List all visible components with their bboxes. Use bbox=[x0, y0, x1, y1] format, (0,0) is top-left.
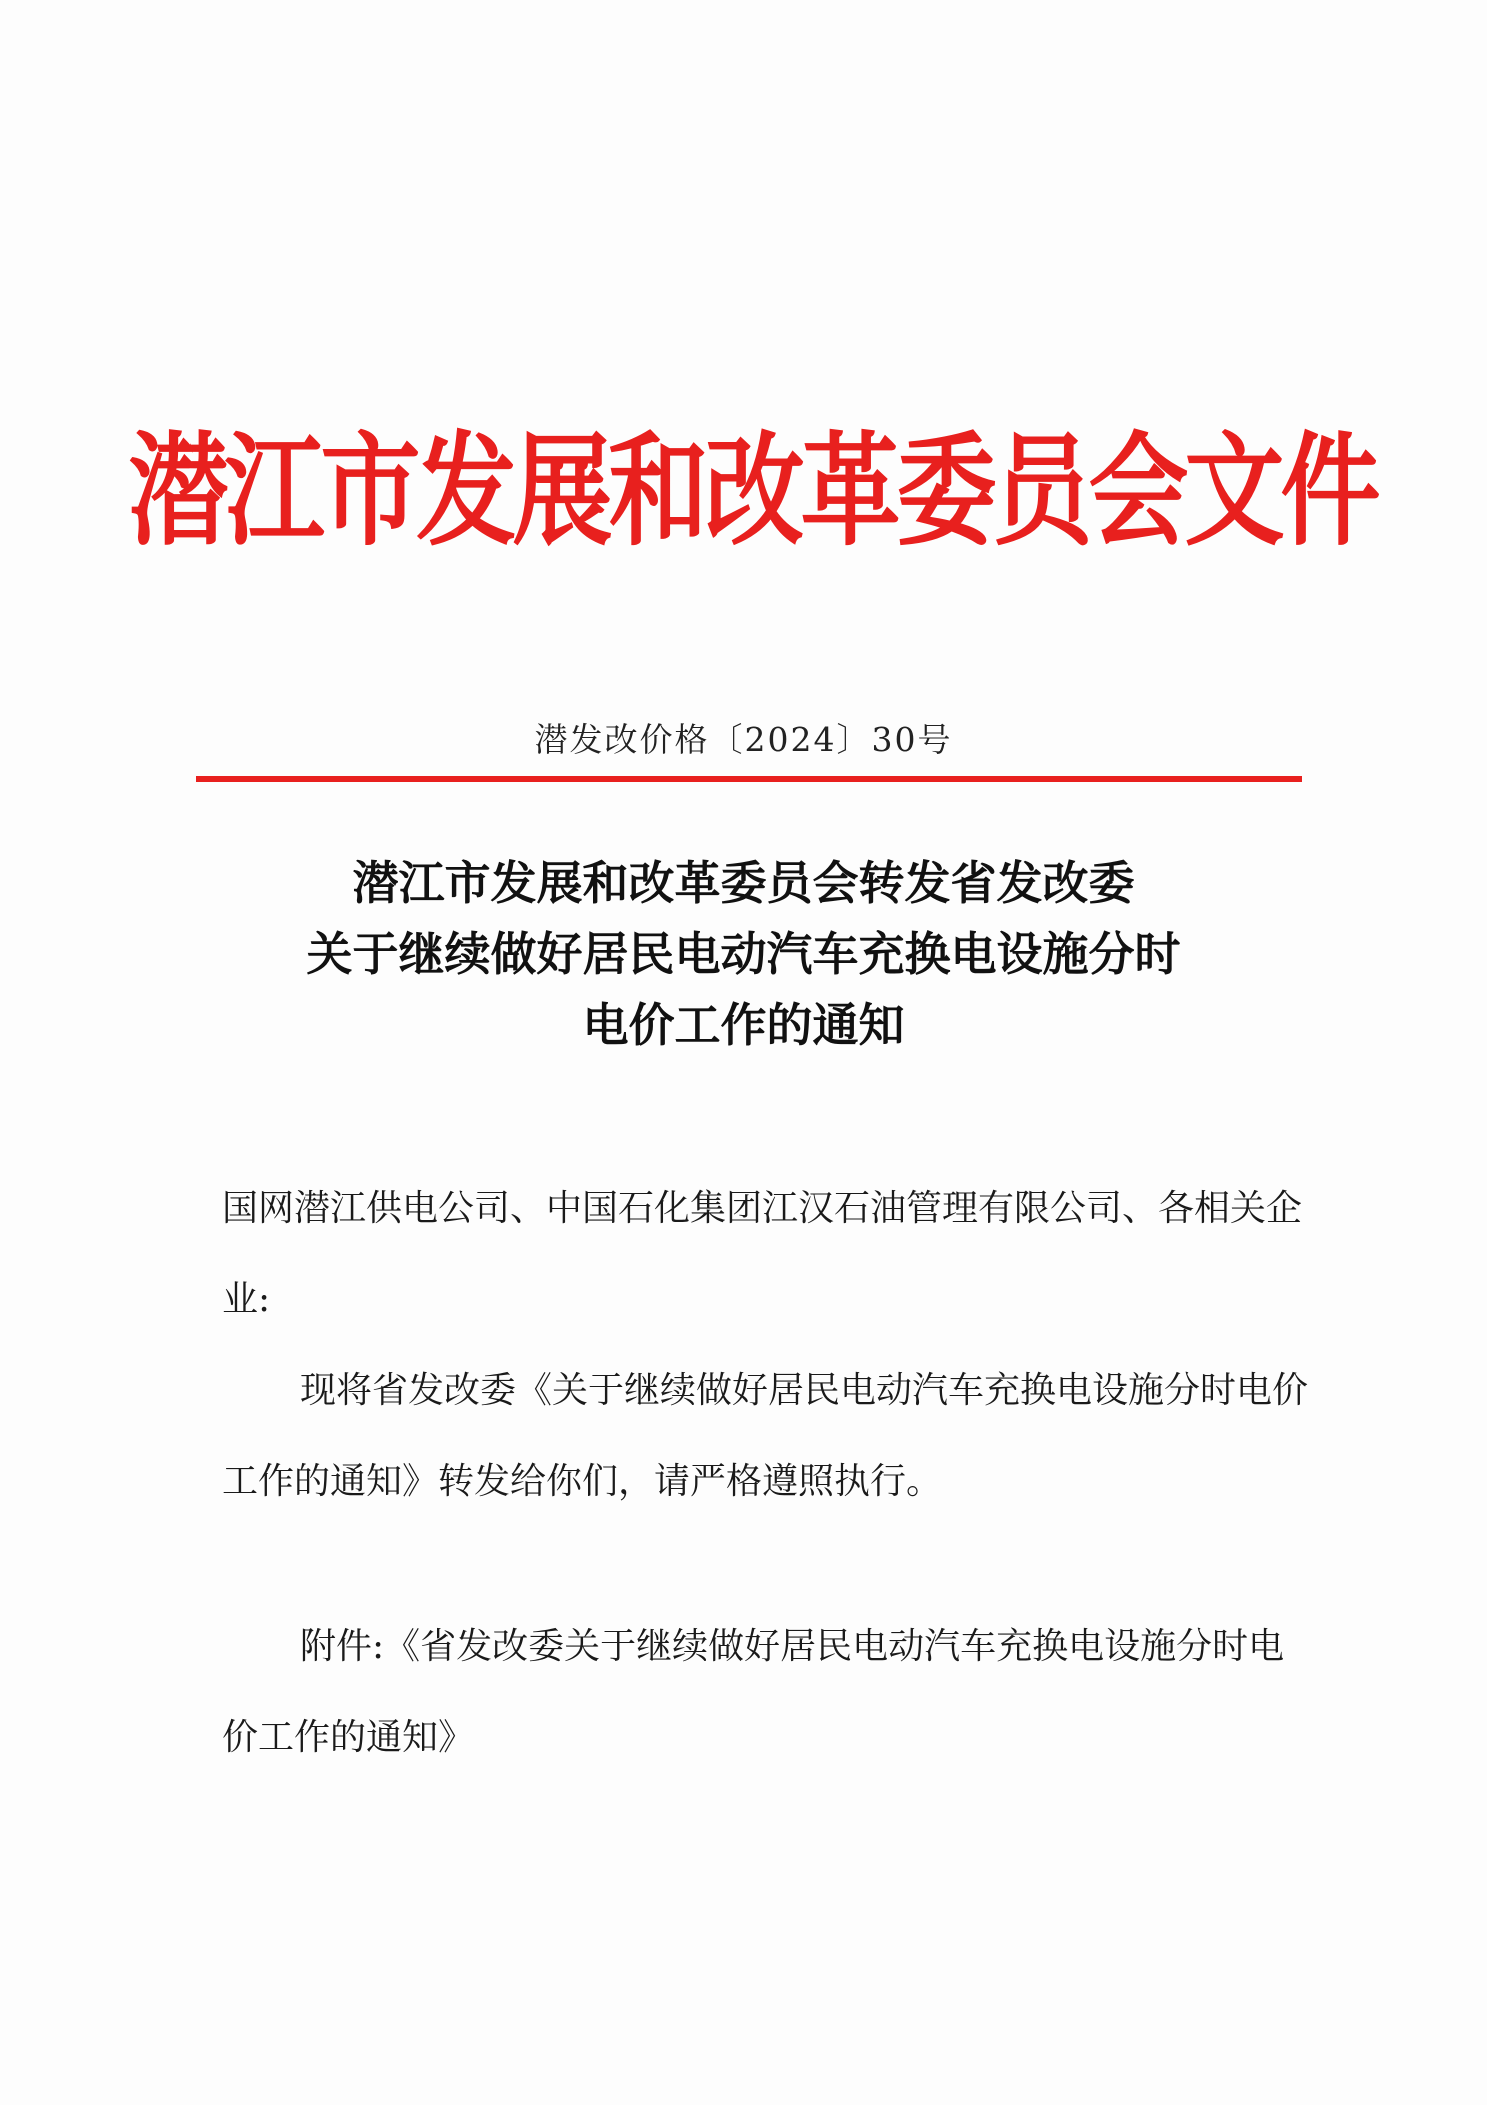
recipients-line: 国网潜江供电公司、中国石化集团江汉石油管理有限公司、各相关企业: bbox=[222, 1188, 1303, 1320]
red-divider-line bbox=[196, 776, 1302, 782]
notice-title-line-3: 电价工作的通知 bbox=[582, 998, 905, 1052]
document-number: 潜发改价格〔2024〕30号 bbox=[534, 720, 953, 759]
body-paragraph: 现将省发改委《关于继续做好居民电动汽车充换电设施分时电价工作的通知》转发给你们，请严格遵照执行。 bbox=[222, 1370, 1309, 1502]
masthead-title: 潜江市发展和改革委员会文件 bbox=[128, 420, 1377, 563]
notice-title bbox=[180, 848, 1307, 1061]
notice-title-line-2: 关于继续做好居民电动汽车充换电设施分时 bbox=[306, 927, 1181, 981]
attachment-line: 附件:《省发改委关于继续做好居民电动汽车充换电设施分时电价工作的通知》 bbox=[222, 1626, 1285, 1758]
notice-body bbox=[222, 1163, 1312, 1783]
notice-title-line-1: 潜江市发展和改革委员会转发省发改委 bbox=[352, 856, 1135, 910]
paragraph-spacer bbox=[222, 1527, 1312, 1601]
